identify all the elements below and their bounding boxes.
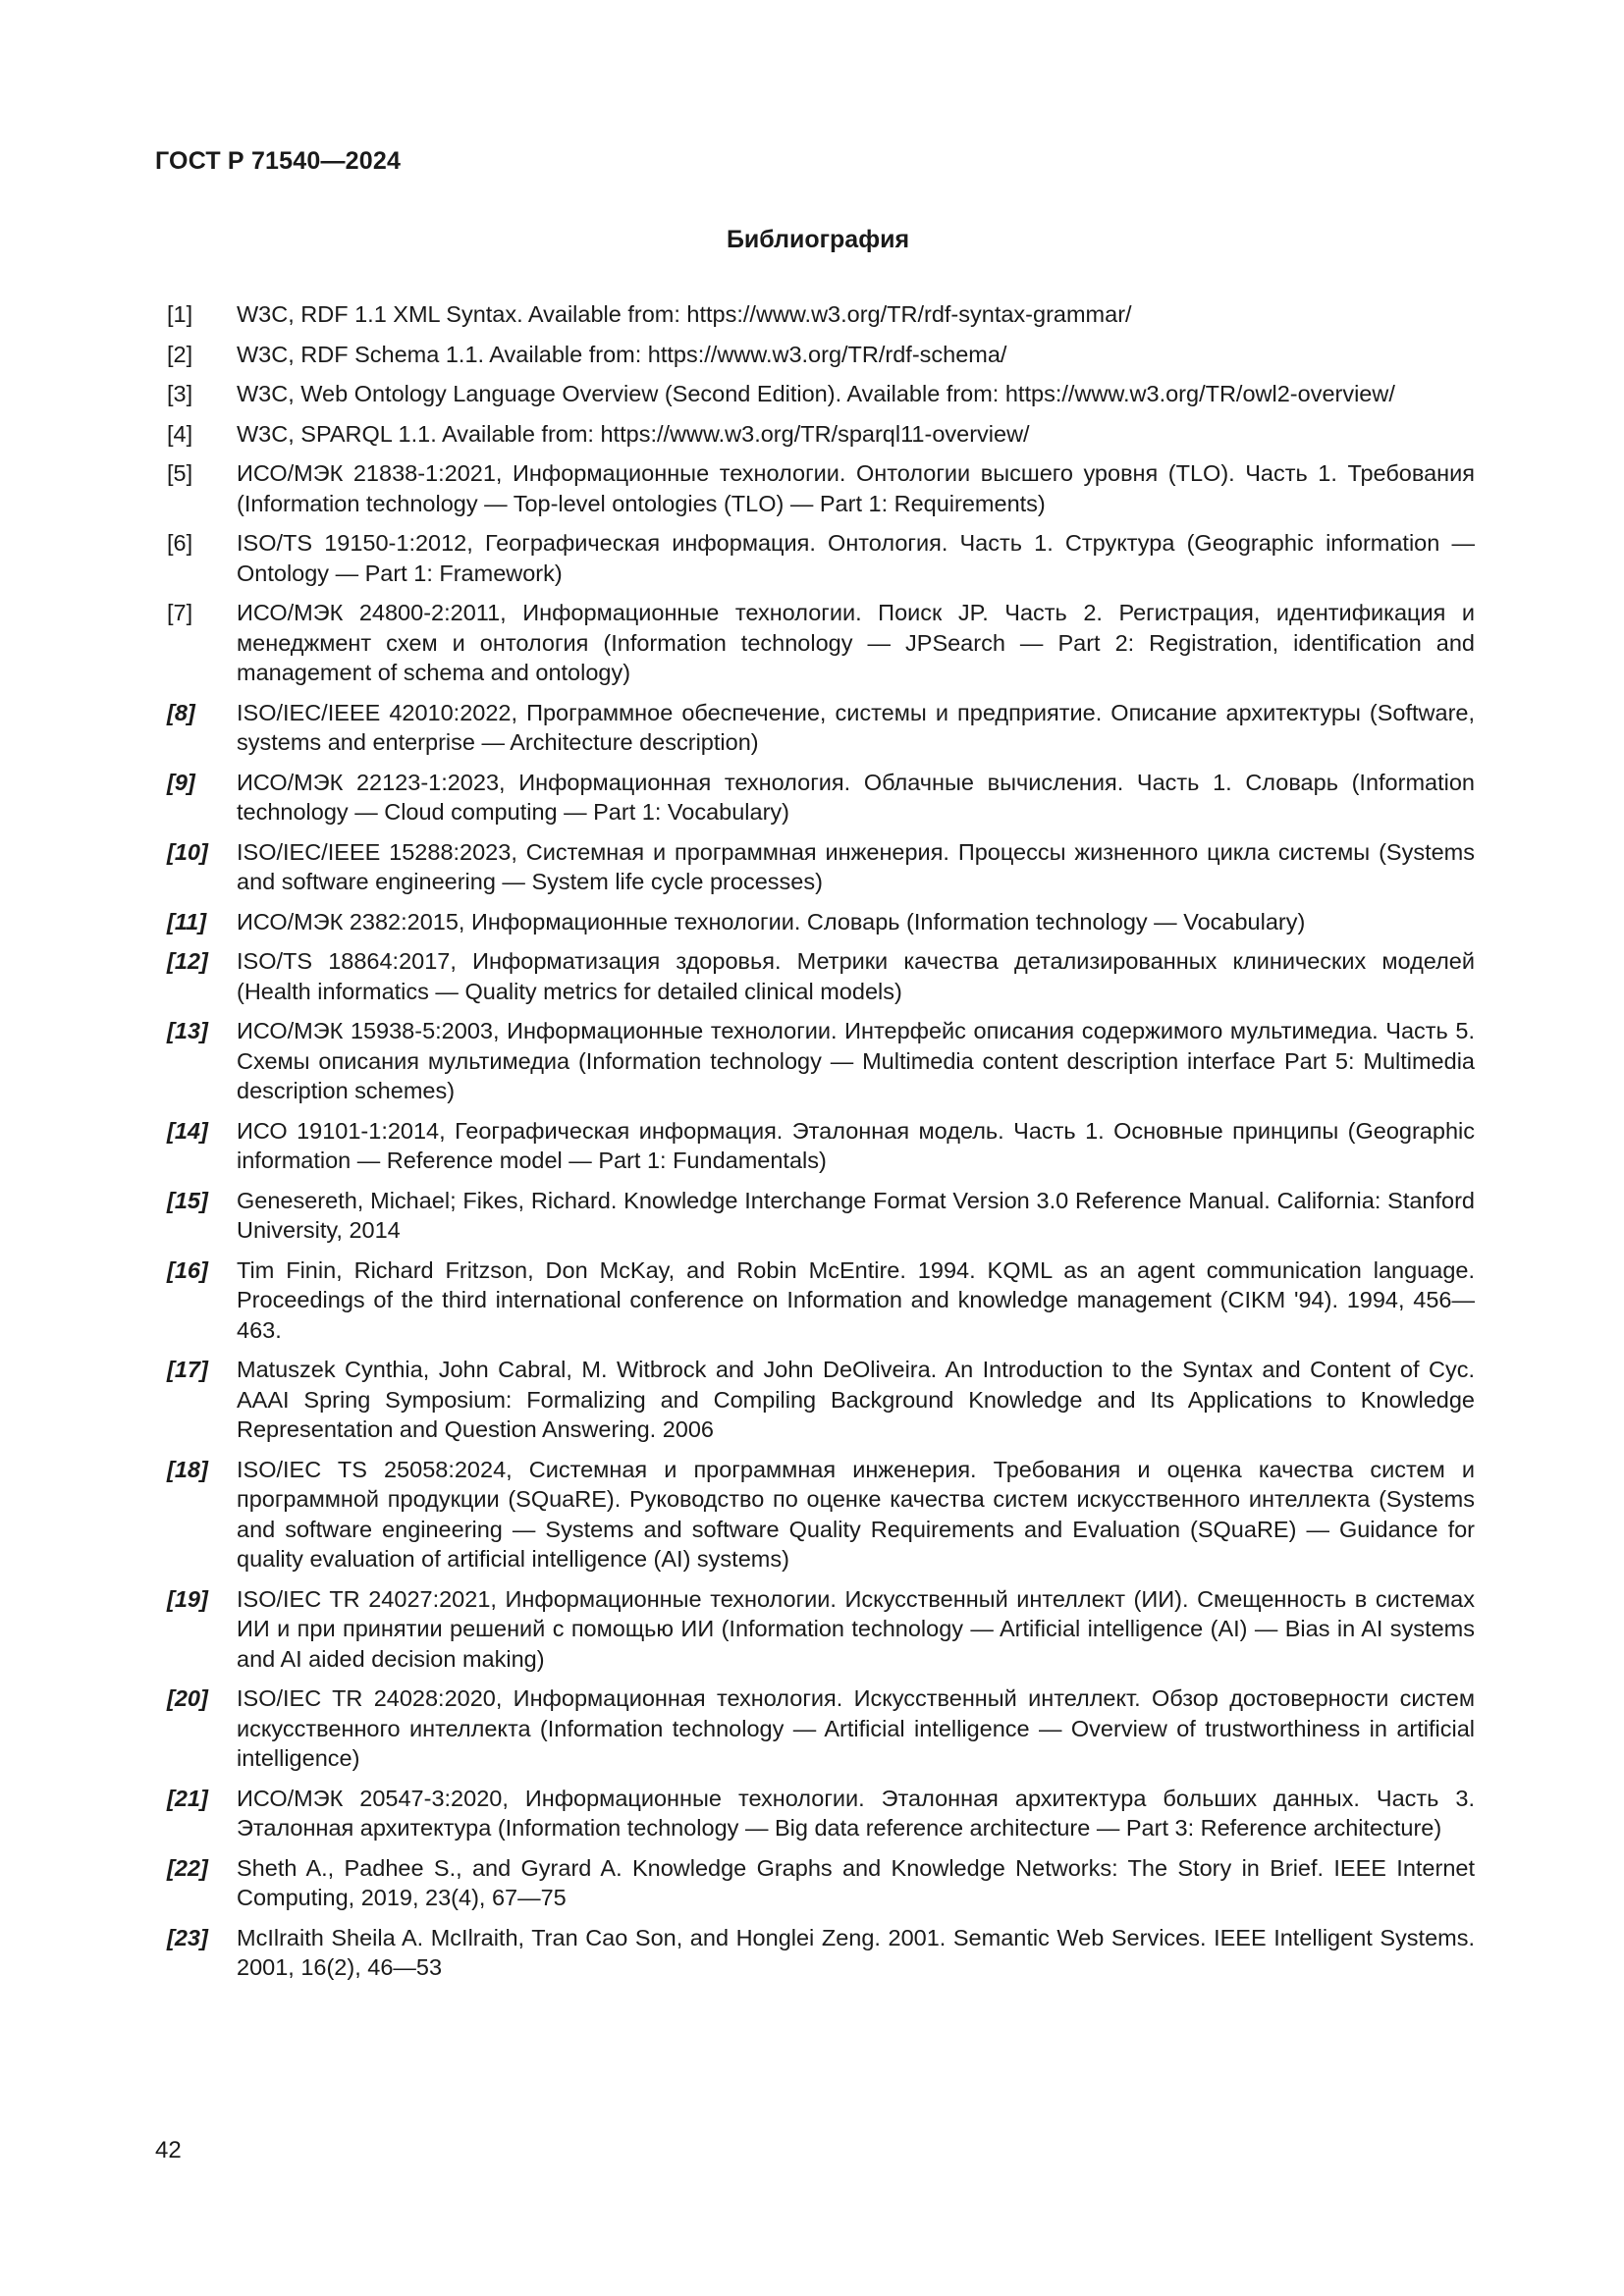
entry-number: [4] (167, 420, 193, 447)
entry-number: [20] (167, 1685, 208, 1711)
entry-number: [18] (167, 1456, 208, 1482)
bibliography-entry (167, 1853, 1475, 1913)
entry-text: ИСО/МЭК 20547-3:2020, Информационные технологии. Эталонная архитектура больших данных. Часть 3. Эталонная архитектура (Information technology — Big data reference architecture — Part 3: Reference architecture) (237, 1785, 1475, 1841)
entry-number: [21] (167, 1785, 208, 1811)
page-number: 42 (155, 2137, 182, 2163)
bibliography-entry (167, 1186, 1475, 1246)
bibliography-entry (167, 1116, 1475, 1176)
entry-text: ISO/IEC TS 25058:2024, Системная и программная инженерия. Требования и оценка качества систем и программной продукции (SQuaRE). Руководство по оценке качества систем искусственного интеллекта (Systems and software engineering — Systems and software Quality Requirements and Evaluation (SQuaRE) — Guidance for quality evaluation of artificial intelligence (AI) systems) (237, 1456, 1475, 1572)
entry-number: [13] (167, 1018, 208, 1043)
bibliography-entry (167, 379, 1475, 409)
bibliography-entry (167, 528, 1475, 588)
entry-text: ISO/TS 19150-1:2012, Географическая информация. Онтология. Часть 1. Структура (Geographic information — Ontology — Part 1: Framework) (237, 530, 1475, 586)
bibliography-entry (167, 768, 1475, 828)
entry-number: [11] (167, 908, 207, 934)
entry-text: ИСО/МЭК 22123-1:2023, Информационная технология. Облачные вычисления. Часть 1. Словарь (Information technology — Cloud computing — Part 1: Vocabulary) (237, 769, 1475, 825)
entry-number: [19] (167, 1585, 208, 1612)
entry-text: Tim Finin, Richard Fritzson, Don McKay, and Robin McEntire. 1994. KQML as an agent communication language. Proceedings of the third international conference on Information and knowledge management (CIKM '94). 1994, 456—463. (237, 1256, 1475, 1343)
bibliography-entry (167, 907, 1475, 937)
entry-text: W3C, Web Ontology Language Overview (Second Edition). Available from: https://www.w3.org/TR/owl2-overview/ (237, 381, 1395, 406)
bibliography-entry (167, 837, 1475, 897)
entry-text: ISO/IEC/IEEE 42010:2022, Программное обеспечение, системы и предприятие. Описание архитектуры (Software, systems and enterprise — Architecture description) (237, 699, 1475, 755)
document-header: ГОСТ Р 71540—2024 (155, 147, 402, 175)
entry-text: Matuszek Cynthia, John Cabral, M. Witbrock and John DeOliveira. An Introduction to the Syntax and Content of Cyc. AAAI Spring Symposium: Formalizing and Compiling Background Knowledge and Its Applications to Knowledge Representation and Question Answering. 2006 (237, 1357, 1475, 1442)
entry-number: [15] (167, 1187, 208, 1213)
bibliography-entry (167, 1455, 1475, 1575)
entry-text: W3C, RDF 1.1 XML Syntax. Available from: https://www.w3.org/TR/rdf-syntax-grammar/ (237, 301, 1132, 327)
entry-number: [16] (167, 1256, 208, 1283)
entry-number: [7] (167, 600, 193, 625)
entry-text: McIlraith Sheila A. McIlraith, Tran Cao Son, and Honglei Zeng. 2001. Semantic Web Services. IEEE Intelligent Systems. 2001, 16(2), 46—53 (237, 1924, 1475, 1980)
entry-text: ИСО/МЭК 24800-2:2011, Информационные технологии. Поиск JP. Часть 2. Регистрация, идентификация и менеджмент схем и онтология (Information technology — JPSearch — Part 2: Registration, identification and management of schema and ontology) (237, 600, 1475, 685)
bibliography-entry (167, 946, 1475, 1006)
entry-number: [17] (167, 1357, 208, 1382)
entry-text: Sheth A., Padhee S., and Gyrard A. Knowledge Graphs and Knowledge Networks: The Story in Brief. IEEE Internet Computing, 2019, 23(4), 67—75 (237, 1854, 1475, 1910)
entry-text: ISO/IEC TR 24028:2020, Информационная технология. Искусственный интеллект. Обзор достоверности систем искусственного интеллекта (Information technology — Artificial intelligence — Overview of trustworthiness in artificial intelligence) (237, 1685, 1475, 1771)
entry-text: W3C, RDF Schema 1.1. Available from: https://www.w3.org/TR/rdf-schema/ (237, 341, 1007, 367)
entry-number: [8] (167, 699, 195, 725)
entry-text: W3C, SPARQL 1.1. Available from: https://www.w3.org/TR/sparql11-overview/ (237, 420, 1030, 447)
entry-number: [22] (167, 1854, 208, 1881)
bibliography-entry (167, 698, 1475, 758)
bibliography-entry (167, 598, 1475, 688)
entry-number: [6] (167, 530, 193, 556)
bibliography-entry (167, 419, 1475, 450)
entry-number: [9] (167, 769, 195, 795)
bibliography-entry (167, 1683, 1475, 1774)
entry-text: ISO/IEC TR 24027:2021, Информационные технологии. Искусственный интеллект (ИИ). Смещенность в системах ИИ и при принятии решений с помощью ИИ (Information technology — Artificial intelligence (AI) — Bias in AI systems and AI aided decision making) (237, 1585, 1475, 1672)
entry-number: [10] (167, 838, 208, 865)
entry-number: [2] (167, 341, 193, 367)
entry-number: [14] (167, 1117, 208, 1144)
entry-number: [1] (167, 301, 193, 327)
bibliography-entry (167, 1016, 1475, 1106)
entry-text: ИСО/МЭК 2382:2015, Информационные технологии. Словарь (Information technology — Vocabulary) (237, 908, 1306, 934)
entry-number: [12] (167, 948, 208, 974)
entry-number: [3] (167, 381, 193, 406)
bibliography-entry (167, 1584, 1475, 1675)
entry-text: ISO/TS 18864:2017, Информатизация здоровья. Метрики качества детализированных клинических моделей (Health informatics — Quality metrics for detailed clinical models) (237, 948, 1475, 1004)
bibliography-entry (167, 299, 1475, 330)
bibliography-entry (167, 1784, 1475, 1843)
entry-text: Genesereth, Michael; Fikes, Richard. Knowledge Interchange Format Version 3.0 Reference Manual. California: Stanford University, 2014 (237, 1187, 1475, 1243)
entry-text: ИСО/МЭК 15938-5:2003, Информационные технологии. Интерфейс описания содержимого мультимедиа. Часть 5. Схемы описания мультимедиа (Information technology — Multimedia content description interface Part 5: Multimedia description schemes) (237, 1018, 1475, 1103)
bibliography-entry (167, 1355, 1475, 1445)
bibliography-entry (167, 1255, 1475, 1346)
entry-text: ISO/IEC/IEEE 15288:2023, Системная и программная инженерия. Процессы жизненного цикла системы (Systems and software engineering — System life cycle processes) (237, 838, 1475, 894)
bibliography-entry (167, 458, 1475, 518)
entry-number: [23] (167, 1924, 208, 1950)
bibliography-list (167, 299, 1475, 1993)
bibliography-entry (167, 340, 1475, 370)
entry-text: ИСО 19101-1:2014, Географическая информация. Эталонная модель. Часть 1. Основные принципы (Geographic information — Reference model — Part 1: Fundamentals) (237, 1117, 1475, 1173)
bibliography-entry (167, 1923, 1475, 1983)
entry-text: ИСО/МЭК 21838-1:2021, Информационные технологии. Онтологии высшего уровня (TLO). Часть 1. Требования (Information technology — Top-level ontologies (TLO) — Part 1: Requirements) (237, 460, 1475, 516)
section-title: Библиография (726, 226, 910, 253)
entry-number: [5] (167, 460, 193, 486)
